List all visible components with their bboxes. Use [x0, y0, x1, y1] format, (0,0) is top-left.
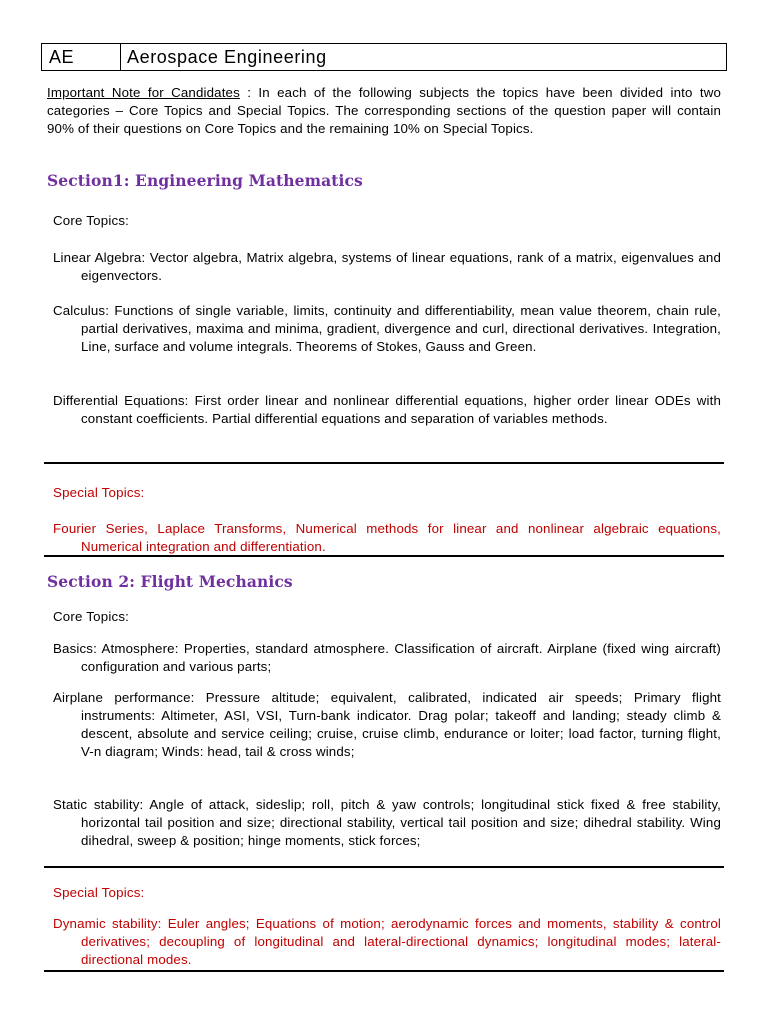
- section2-special-label: Special Topics:: [53, 885, 145, 900]
- important-note-body: : In each of the following subjects the topics have been divided into two categories – Core Topics and Special Topics. The corresponding sections of the question paper will contain 90% of their questions on Core Topics and the remaining 10% on Special Topics.: [47, 85, 721, 136]
- section2-core-item: Basics: Atmosphere: Properties, standard atmosphere. Classification of aircraft. Airplane (fixed wing aircraft) configuration and various parts;: [53, 641, 721, 674]
- section2-core-item: Static stability: Angle of attack, sideslip; roll, pitch & yaw controls; longitudinal stick fixed & free stability, horizontal tail position and size; directional stability, vertical tail position and size; dihedral stability. Wing dihedral, sweep & position; hinge moments, stick forces;: [53, 797, 721, 848]
- subject-title: Aerospace Engineering: [127, 47, 327, 67]
- section1-special-item: Fourier Series, Laplace Transforms, Numerical methods for linear and nonlinear algebraic equations, Numerical integration and differentiation.: [53, 521, 721, 554]
- divider: [44, 555, 724, 557]
- section1-special-label: Special Topics:: [53, 485, 145, 500]
- important-note-lead: Important Note for Candidates: [47, 85, 240, 100]
- section2-heading: Section 2: Flight Mechanics: [47, 572, 293, 591]
- section1-heading: Section1: Engineering Mathematics: [47, 171, 363, 190]
- divider: [44, 970, 724, 972]
- important-note: [47, 84, 721, 138]
- section1-core-item: Linear Algebra: Vector algebra, Matrix algebra, systems of linear equations, rank of a matrix, eigenvalues and eigenvectors.: [53, 250, 721, 283]
- section1-core-item: Differential Equations: First order linear and nonlinear differential equations, higher order linear ODEs with constant coefficients. Partial differential equations and separation of variables methods.: [53, 393, 721, 426]
- section2-core-label: Core Topics:: [53, 609, 130, 624]
- section2-special-item: Dynamic stability: Euler angles; Equations of motion; aerodynamic forces and moments, stability & control derivatives; decoupling of longitudinal and lateral-directional dynamics; longitudinal modes; lateral-directional modes.: [53, 916, 721, 967]
- section2-core-item: Airplane performance: Pressure altitude; equivalent, calibrated, indicated air speeds; Primary flight instruments: Altimeter, ASI, VSI, Turn-bank indicator. Drag polar; takeoff and landing; steady climb & descent, absolute and service ceiling; cruise, cruise climb, endurance or loiter; load factor, turning flight, V-n diagram; Winds: head, tail & cross winds;: [53, 690, 721, 759]
- section1-core-item: Calculus: Functions of single variable, limits, continuity and differentiability, mean value theorem, chain rule, partial derivatives, maxima and minima, gradient, divergence and curl, directional derivatives. Integration, Line, surface and volume integrals. Theorems of Stokes, Gauss and Green.: [53, 303, 721, 354]
- divider: [44, 462, 724, 464]
- subject-code: AE: [42, 44, 121, 70]
- subject-header-table: [41, 43, 727, 71]
- section1-core-label: Core Topics:: [53, 213, 130, 228]
- divider: [44, 866, 724, 868]
